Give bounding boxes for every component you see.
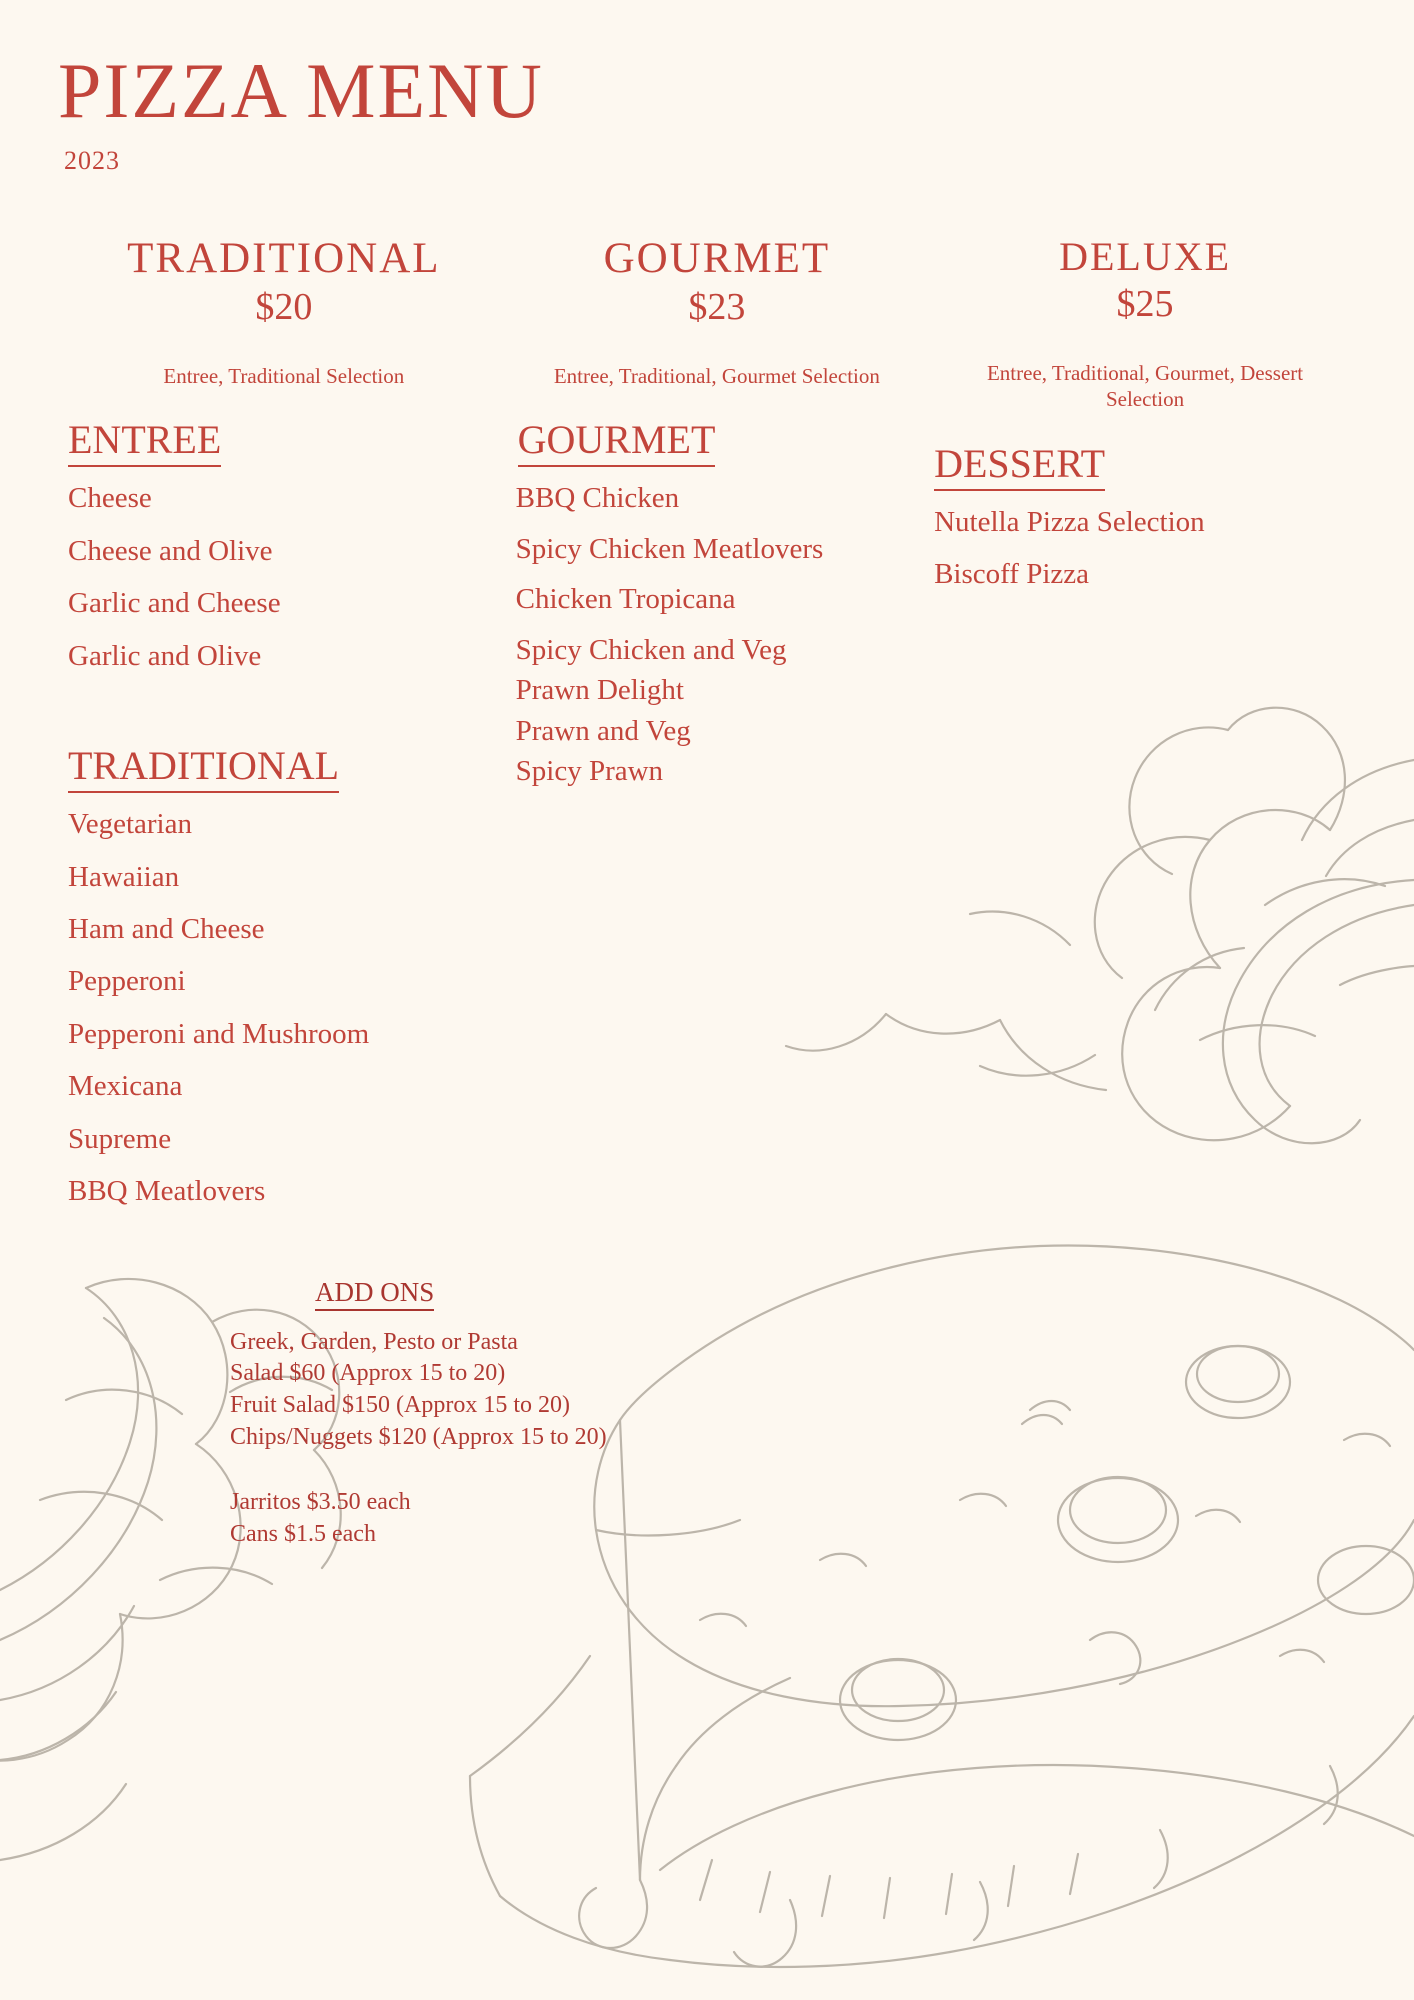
list-item: Garlic and Cheese xyxy=(68,587,281,620)
drinks-line: Cans $1.5 each xyxy=(230,1521,376,1547)
tier-description-gourmet: Entree, Traditional, Gourmet Selection xyxy=(553,364,880,389)
addons-line: Salad $60 (Approx 15 to 20) xyxy=(230,1360,506,1387)
list-item: Chicken Tropicana xyxy=(515,583,736,616)
addons-line: Greek, Garden, Pesto or Pasta xyxy=(230,1328,518,1355)
item-list-entree xyxy=(68,483,508,671)
list-item: Supreme xyxy=(68,1122,172,1155)
page-year: 2023 xyxy=(64,146,120,175)
item-list-dessert xyxy=(934,507,1364,590)
list-item: Ham and Cheese xyxy=(68,913,265,946)
tier-column-deluxe xyxy=(926,236,1364,611)
list-item: Prawn and Veg xyxy=(515,714,691,747)
drinks-line: Jarritos $3.50 each xyxy=(230,1489,411,1516)
tier-description-deluxe: Entree, Traditional, Gourmet, Dessert Selection xyxy=(986,361,1304,412)
spacer xyxy=(230,1453,710,1487)
list-item: Pepperoni xyxy=(68,965,186,998)
spacer xyxy=(60,693,508,715)
section-heading-entree: ENTREE xyxy=(68,417,221,467)
list-item: Garlic and Olive xyxy=(68,639,262,672)
list-item: Pepperoni and Mushroom xyxy=(68,1017,370,1050)
tier-name-traditional: TRADITIONAL xyxy=(127,235,441,282)
tier-description-traditional: Entree, Traditional Selection xyxy=(163,364,405,389)
section-heading-addons: ADD ONS xyxy=(315,1277,434,1311)
tier-price-gourmet: $23 xyxy=(688,286,746,329)
list-item: BBQ Meatlovers xyxy=(68,1175,266,1208)
tier-name-gourmet: GOURMET xyxy=(603,235,831,282)
tier-name-deluxe: DELUXE xyxy=(1059,234,1232,279)
tier-column-traditional xyxy=(50,236,508,1229)
tier-price-deluxe: $25 xyxy=(1116,283,1174,325)
section-heading-dessert: DESSERT xyxy=(934,441,1105,491)
addons-section xyxy=(210,1277,710,1551)
item-list-traditional xyxy=(68,809,508,1207)
list-item: Cheese xyxy=(68,482,152,515)
menu-columns xyxy=(50,236,1364,1229)
addons-line: Chips/Nuggets $120 (Approx 15 to 20) xyxy=(230,1423,607,1450)
item-list-gourmet xyxy=(516,483,926,786)
list-item: Mexicana xyxy=(68,1070,183,1103)
list-item: Hawaiian xyxy=(68,860,180,893)
list-item: Spicy Chicken Meatlovers xyxy=(515,532,824,565)
list-item: Nutella Pizza Selection xyxy=(934,505,1205,538)
list-item: Vegetarian xyxy=(68,808,192,841)
list-item: Cheese and Olive xyxy=(68,534,273,567)
list-item: Prawn Delight xyxy=(515,674,684,707)
section-heading-traditional: TRADITIONAL xyxy=(68,743,339,793)
list-item: Spicy Prawn xyxy=(515,755,664,788)
list-item: Spicy Chicken and Veg xyxy=(515,633,787,666)
tier-price-traditional: $20 xyxy=(255,286,313,329)
section-heading-gourmet: GOURMET xyxy=(518,417,716,467)
addons-line: Fruit Salad $150 (Approx 15 to 20) xyxy=(230,1391,570,1418)
list-item: BBQ Chicken xyxy=(515,482,680,515)
addons-body xyxy=(230,1327,710,1551)
page-title: PIZZA MENU xyxy=(58,47,544,134)
list-item: Biscoff Pizza xyxy=(934,557,1089,590)
tier-column-gourmet xyxy=(508,236,926,806)
